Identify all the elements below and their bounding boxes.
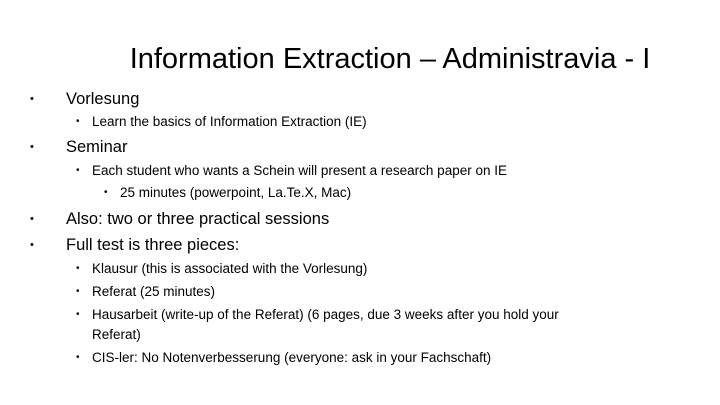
bullet-dot-icon: • [104,187,108,198]
bullet-item-klausur [76,260,368,278]
bullet-item-minutes [104,184,352,202]
bullet-item-hausarbeit [76,306,559,324]
bullet-item-cis-ler [76,349,492,367]
bullet-dot-icon: • [30,213,34,225]
bullet-dot-icon: • [76,263,80,274]
bullet-dot-icon: • [76,352,80,363]
bullet-item-each-student [76,162,507,180]
bullet-item-seminar [30,136,128,158]
slide-title: Information Extraction – Administravia - I [129,43,651,75]
bullet-item-also [30,208,330,230]
bullet-text: CIS-ler: No Notenverbesserung (everyone: ask in your Fachschaft) [92,350,492,365]
bullet-dot-icon: • [76,116,80,127]
bullet-text: Vorlesung [66,90,140,108]
bullet-dot-icon: • [30,93,34,105]
bullet-text: Full test is three pieces: [66,236,240,254]
bullet-text: Seminar [66,138,128,156]
bullet-text: Klausur (this is associated with the Vorlesung) [92,261,368,276]
bullet-dot-icon: • [76,165,80,176]
bullet-dot-icon: • [30,239,34,251]
bullet-text: Learn the basics of Information Extraction (IE) [92,114,367,129]
bullet-item-referat [76,283,216,301]
bullet-text: 25 minutes (powerpoint, La.Te.X, Mac) [120,185,352,200]
bullet-text: Hausarbeit (write-up of the Referat) (6 pages, due 3 weeks after you hold your [92,307,559,322]
bullet-text: Also: two or three practical sessions [66,210,330,228]
bullet-text: Each student who wants a Schein will present a research paper on IE [92,163,507,178]
bullet-item-hausarbeit-cont [92,326,141,344]
bullet-item-learn-basics [76,113,367,131]
bullet-dot-icon: • [30,141,34,153]
bullet-item-vorlesung [30,88,140,110]
bullet-item-full-test [30,234,240,256]
bullet-text: Referat (25 minutes) [92,284,216,299]
bullet-text: Referat) [92,327,141,342]
bullet-dot-icon: • [76,309,80,320]
bullet-dot-icon: • [76,286,80,297]
